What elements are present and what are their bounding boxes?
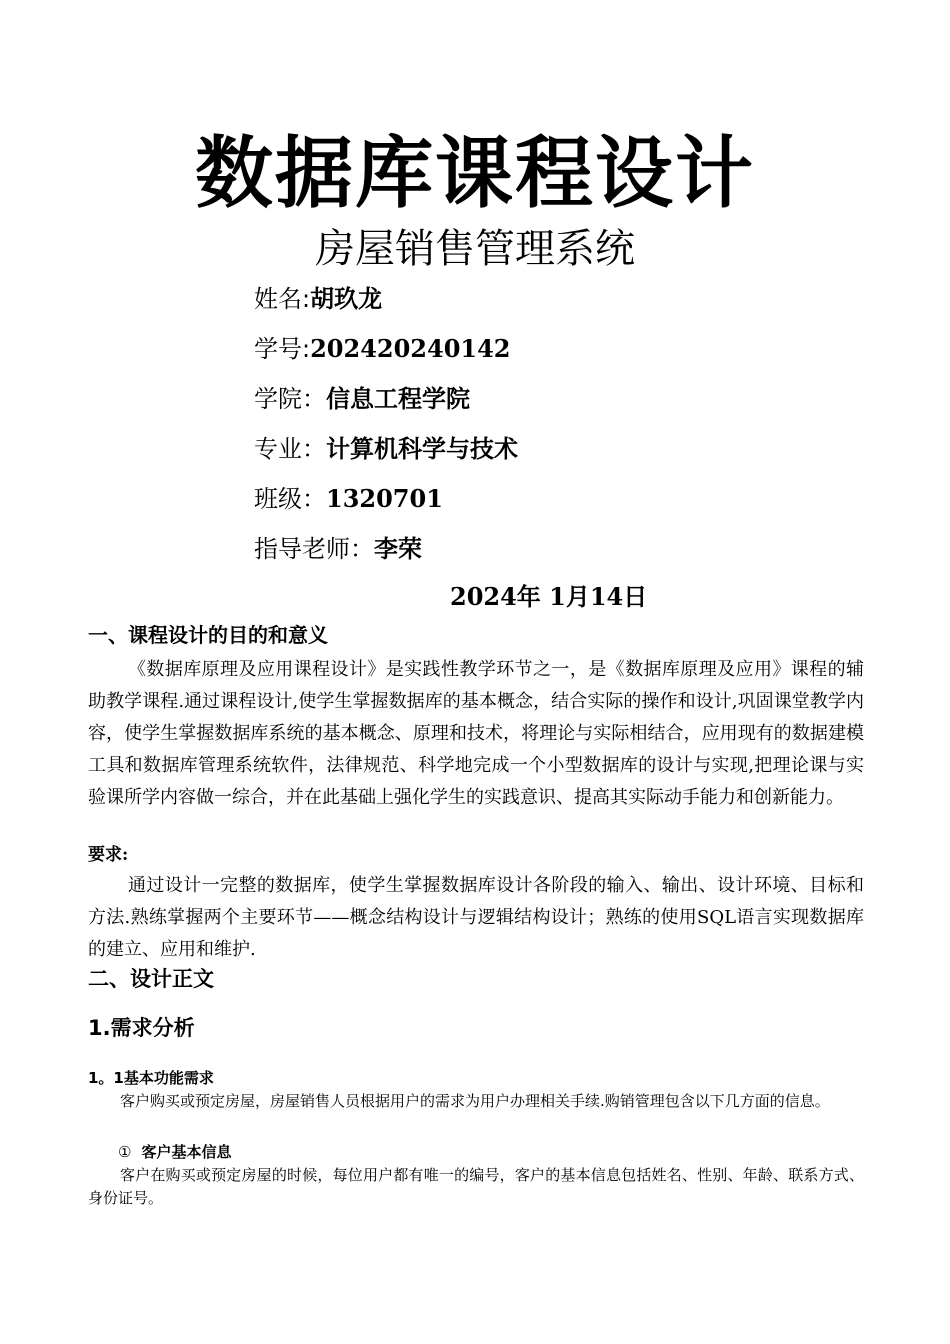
info-name-value: 胡玖龙 bbox=[310, 285, 383, 313]
basic-requirements-heading: 1。1基本功能需求 bbox=[88, 1069, 214, 1087]
requirements-label: 要求: bbox=[88, 845, 129, 865]
basic-requirements-paragraph: 客户购买或预定房屋，房屋销售人员根据用户的需求为用户办理相关手续.购销管理包含以下几方面的信息。 bbox=[120, 1092, 830, 1110]
info-id bbox=[254, 334, 510, 364]
item-number: ① bbox=[118, 1143, 132, 1161]
customer-info-label: 客户基本信息 bbox=[141, 1143, 232, 1161]
requirements-paragraph: 通过设计一完整的数据库，使学生掌握数据库设计各阶段的输入、输出、设计环境、目标和方法.熟练掌握两个主要环节——概念结构设计与逻辑结构设计；熟练的使用SQL语言实现数据库的建立、应用和维护. bbox=[88, 875, 864, 960]
info-class-value: 1320701 bbox=[326, 484, 443, 513]
info-college-label: 学院： bbox=[254, 385, 326, 413]
info-major-label: 专业： bbox=[254, 435, 326, 463]
section2-heading: 二、设计正文 bbox=[88, 967, 214, 991]
info-name-label: 姓名: bbox=[254, 285, 311, 313]
info-major bbox=[254, 434, 518, 464]
info-advisor-label: 指导老师： bbox=[254, 535, 374, 563]
section1-heading: 一、课程设计的目的和意义 bbox=[88, 623, 328, 647]
info-name bbox=[254, 284, 382, 314]
info-class-label: 班级： bbox=[254, 485, 326, 513]
info-college-value: 信息工程学院 bbox=[326, 385, 470, 413]
customer-info-heading bbox=[118, 1142, 231, 1162]
requirements-analysis-heading: 1.需求分析 bbox=[88, 1016, 195, 1040]
section1-paragraph: 《数据库原理及应用课程设计》是实践性教学环节之一，是《数据库原理及应用》课程的辅助教学课程.通过课程设计,使学生掌握数据库的基本概念，结合实际的操作和设计,巩固课堂教学内容，使学生掌握数据库系统的基本概念、原理和技术，将理论与实际相结合，应用现有的数据建模工具和数据库管理系统软件，法律规范、科学地完成一个小型数据库的设计与实现,把理论课与实验课所学内容做一综合，并在此基础上强化学生的实践意识、提高其实际动手能力和创新能力。 bbox=[88, 659, 864, 808]
info-id-value: 202420240142 bbox=[310, 334, 511, 363]
info-advisor bbox=[254, 534, 422, 564]
customer-info-paragraph: 客户在购买或预定房屋的时候，每位用户都有唯一的编号，客户的基本信息包括姓名、性别、年龄、联系方式、身份证号。 bbox=[88, 1166, 864, 1207]
info-college bbox=[254, 384, 470, 414]
info-id-label: 学号: bbox=[254, 335, 311, 363]
document-date: 2024年 1月14日 bbox=[450, 582, 648, 611]
document-subtitle: 房屋销售管理系统 bbox=[315, 226, 635, 272]
info-major-value: 计算机科学与技术 bbox=[326, 435, 518, 463]
document-title: 数据库课程设计 bbox=[194, 129, 755, 219]
info-advisor-value: 李荣 bbox=[374, 535, 422, 563]
info-class bbox=[254, 484, 443, 514]
